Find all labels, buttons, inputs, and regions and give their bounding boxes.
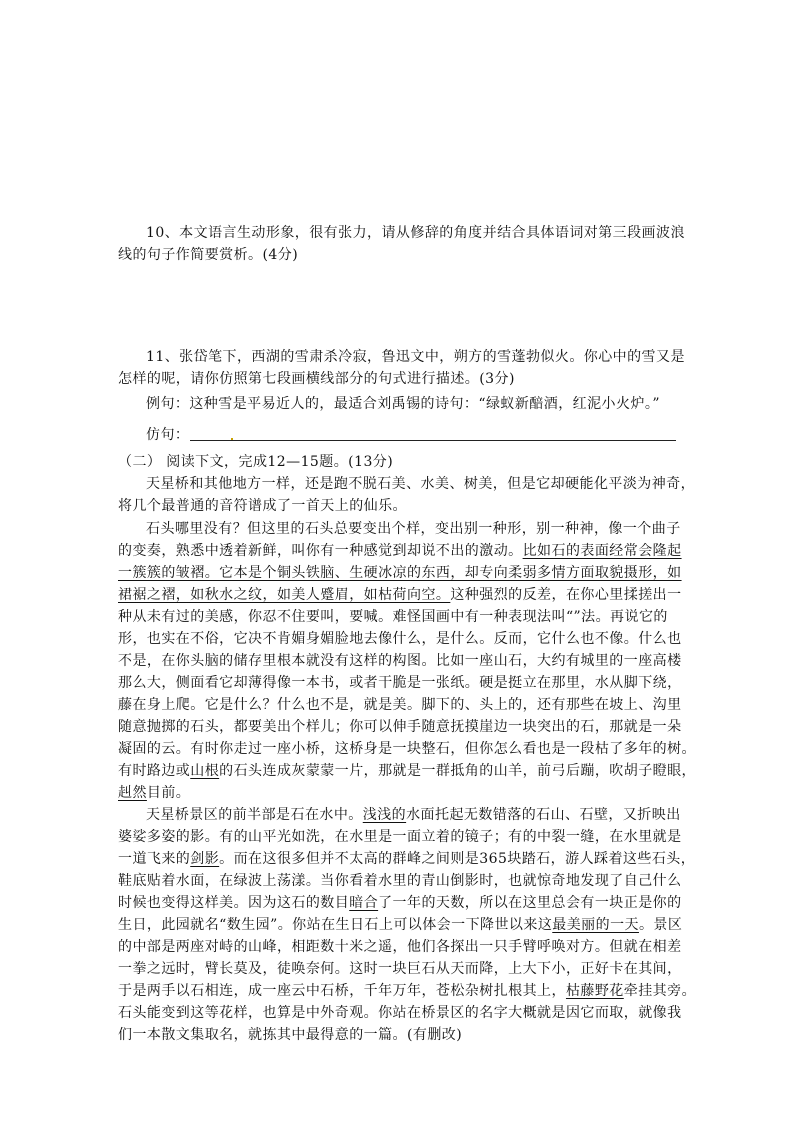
q11-line-2: 怎样的呢，请你仿照第七段画横线部分的句式进行描述。(3分) [118,371,515,387]
p3-line-9-c: 牵挂其旁。 [623,983,697,999]
p3-word-qianqian: 浅浅的 [362,807,407,823]
p3-line-4: 鞋底贴着水面，在绿波上荡漾。当你看着水里的青山倒影时，也就惊奇地发现了自己什么 [118,873,682,889]
q10-line-2: 线的句子作简要赏析。(4分) [118,247,299,263]
p3-line-9 [118,982,696,1000]
p2-line-12-a: 有时路边或 [118,763,191,779]
q11-line-1: 11、张岱笔下，西湖的雪肃杀冷寂，鲁迅文中，朔方的雪蓬勃似火。你心中的雪又是 [146,349,685,365]
p3-phrase-most-beautiful-day: 最美丽的一天 [552,917,639,933]
p3-word-anhe: 暗合 [349,895,379,911]
p3-line-5 [118,894,682,912]
q11-example: 例句：这种雪是平易近人的，最适合刘禹锡的诗句：“绿蚁新醅酒，红泥小火炉。” [146,396,660,412]
p2-line-8: 那么大，侧面看它却薄得像一本书，或者干脆是一张纸。硬是挺立在那里，水从脚下绕， [118,675,682,691]
p3-word-kutengyehua: 枯藤野花 [565,983,624,999]
p2-line-5: 种从未有过的美感，你忍不住要叫，要喊。难怪国画中有一种表现法叫“”法。再说它的 [118,609,668,625]
q11-imitation-label: 仿句： [146,427,190,443]
p3-line-5-a: 时候也变得这样美。因为这石的数目 [118,895,350,911]
p3-line-1-c: 水面托起无数错落的石山、石壁，又折映出 [406,807,681,823]
p2-line-1: 石头哪里没有？但这里的石头总要变出个样，变出别一种形，别一种神，像一个曲子 [146,521,681,537]
p2-line-10: 随意抛掷的石头，都要美出个样儿；你可以伸手随意抚摸崖边一块突出的石，那就是一朵 [118,719,682,735]
p3-line-3-c: 。而在这很多但并不太高的群峰之间则是365块踏石，游人踩着这些石头， [219,851,696,867]
p3-line-6-a: 生日，此园就名“数生园”。你站在生日石上可以体会一下降世以来这 [118,917,553,933]
p3-line-10: 石头能变到这等花样，也算是中外奇观。你站在桥景区的名字大概就是因它而取，就像我 [118,1005,682,1021]
answer-blank-line[interactable] [190,440,676,441]
p2-line-12-c: 的石头连成灰蒙蒙一片，那就是一群抵角的山羊，前弓后蹦，吹胡子瞪眼， [219,763,697,779]
p3-line-1 [146,806,681,824]
p2-line-13 [118,784,190,802]
p2-line-2-plain: 的变奏，熟悉中透着新鲜，叫你有一种感觉到却说不出的激动。 [118,543,523,559]
p3-line-6-c: 。景区 [638,917,683,933]
p3-line-3-a: 一道飞来的 [118,851,191,867]
p3-line-2: 婆娑多姿的影。有的山平光如洗，在水里是一面立着的镜子；有的中裂一缝，在水里就是 [118,829,682,845]
section-2-heading: （二） 阅读下文，完成12—15题。(13分) [118,454,394,470]
p2-line-11: 凝固的云。有时你走过一座小桥，这桥身是一块整石，但你怎么看也是一段枯了多年的树。 [118,741,696,757]
p2-line-7: 不是，在你头脑的储存里根本就没有这样的构图。比如一座山石，大约有城里的一座高楼 [118,653,682,669]
stray-dot [231,438,233,440]
p2-line-2 [118,542,682,560]
p1-line-1: 天星桥和其他地方一样，还是跑不脱石美、水美、树美，但是它却硬能化平淡为神奇， [146,476,696,492]
p2-line-6: 形，也实在不俗，它决不肯媚身媚脸地去像什么，是什么。反而，它什么也不像。什么也 [118,631,682,647]
p2-line-13-b: 目前。 [146,785,191,801]
p2-line-4 [118,586,682,604]
p2-word-shangen: 山根 [190,763,220,779]
p3-line-11: 们一本散文集取名，就拣其中最得意的一篇。(有删改) [118,1027,463,1043]
p2-word-jiuran: 赳然 [118,785,147,801]
p2-line-9: 藤在身上爬。它是什么？什么也不是，就是美。脚下的、头上的，还有那些在坡上、沟里 [118,697,682,713]
p3-line-1-a: 天星桥景区的前半部是石在水中。 [146,807,363,823]
p3-word-jianying: 剑影 [190,851,220,867]
p2-line-3-underlined: 一簇簇的皱褶。它本是个铜头铁脑、生硬冰凉的东西，却专向柔弱多情方面取貌摄形，如 [118,565,682,581]
p3-line-8: 一拳之远时，臂长莫及，徒唤奈何。这时一块巨石从天而降，上大下小，正好卡在其间， [118,961,682,977]
p2-line-4-plain: 这种强烈的反差，在你心里揉搓出一 [450,587,682,603]
p1-line-2: 将几个最普通的音符谱成了一首天上的仙乐。 [118,498,407,514]
p3-line-7: 的中部是两座对峙的山峰，相距数十米之遥，他们各探出一只手臂呼唤对方。但就在相差 [118,939,682,955]
q10-line-1: 10、本文语言生动形象，很有张力，请从修辞的角度并结合具体语词对第三段画波浪 [146,225,685,241]
p3-line-6 [118,916,682,934]
p2-line-12 [118,762,696,780]
p3-line-9-a: 于是两手以石相连，成一座云中石桥，千年万年，苍松杂树扎根其上， [118,983,566,999]
p3-line-3 [118,850,695,868]
p2-underlined-start: 比如石的表面经常会隆起 [522,543,682,559]
p3-line-5-c: 了一年的天数，所以在这里总会有一块正是你的 [378,895,682,911]
p2-underlined-end: 裙裾之褶，如秋水之纹，如美人蹙眉，如枯荷向空。 [118,587,451,603]
